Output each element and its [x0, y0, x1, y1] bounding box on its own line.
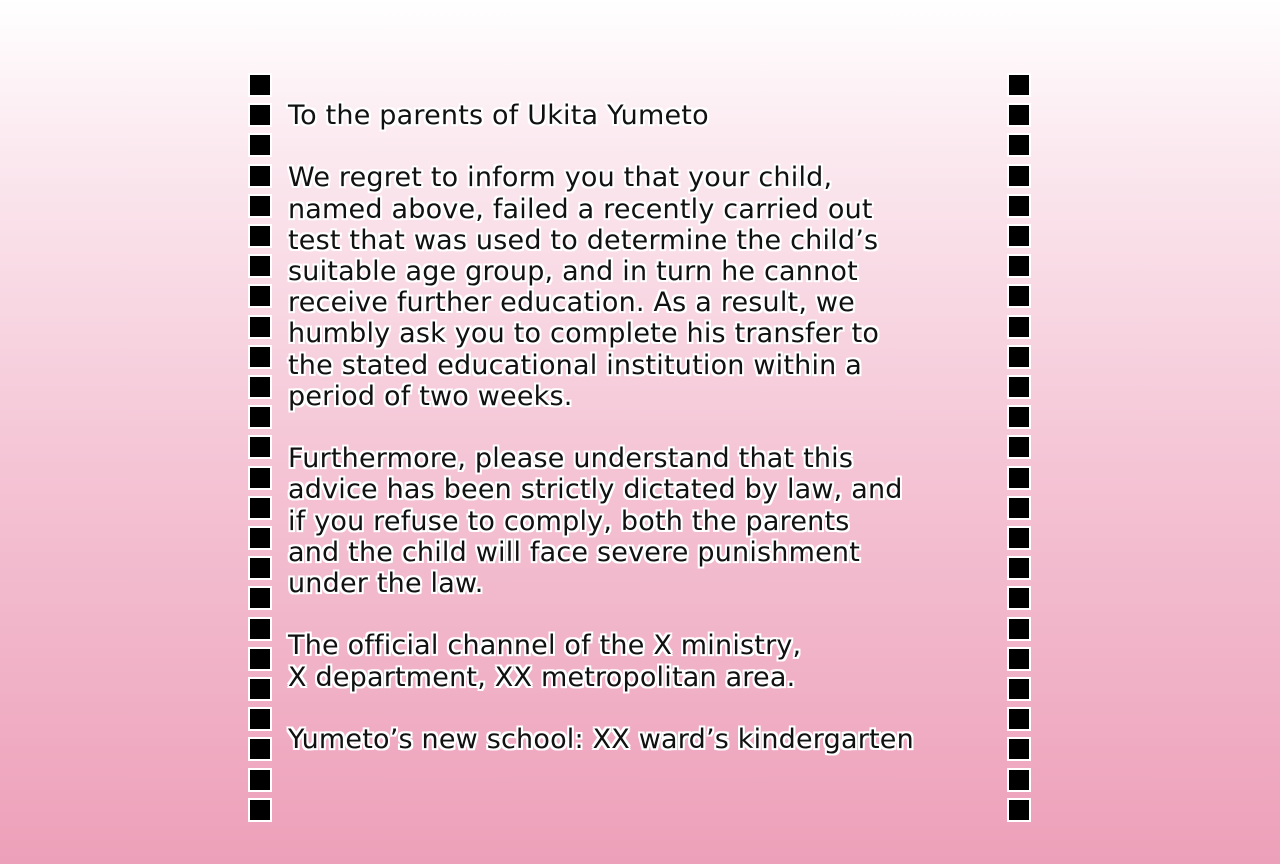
- border-square: [250, 558, 270, 578]
- border-square: [1009, 166, 1029, 186]
- letter-line: if you refuse to comply, both the parents: [288, 505, 850, 537]
- letter-paragraph-1: [288, 162, 1000, 412]
- border-square: [250, 800, 270, 820]
- border-square: [250, 256, 270, 276]
- letter-line: period of two weeks.: [288, 380, 573, 412]
- border-square: [1009, 770, 1029, 790]
- border-square: [250, 770, 270, 790]
- border-square: [250, 377, 270, 397]
- letter-paragraph-2: [288, 443, 1000, 599]
- border-square: [250, 498, 270, 518]
- border-square: [250, 347, 270, 367]
- border-square: [1009, 75, 1029, 95]
- letter-text: [288, 100, 1000, 755]
- border-square: [250, 166, 270, 186]
- letter-line: named above, failed a recently carried out: [288, 193, 873, 225]
- left-film-border: [248, 75, 272, 820]
- border-square: [1009, 437, 1029, 457]
- border-square: [250, 437, 270, 457]
- border-square: [1009, 226, 1029, 246]
- border-square: [1009, 739, 1029, 759]
- border-square: [1009, 286, 1029, 306]
- border-square: [250, 679, 270, 699]
- border-square: [250, 75, 270, 95]
- letter-line: test that was used to determine the child’s: [288, 224, 879, 256]
- letter-line: receive further education. As a result, we: [288, 287, 855, 319]
- border-square: [1009, 498, 1029, 518]
- border-square: [250, 286, 270, 306]
- border-square: [1009, 105, 1029, 125]
- border-square: [250, 739, 270, 759]
- border-square: [250, 226, 270, 246]
- letter-line: The official channel of the X ministry,: [288, 630, 802, 662]
- letter-line: under the law.: [288, 568, 484, 600]
- border-square: [250, 709, 270, 729]
- border-square: [1009, 256, 1029, 276]
- letter-line: humbly ask you to complete his transfer to: [288, 318, 880, 350]
- border-square: [1009, 317, 1029, 337]
- border-square: [1009, 588, 1029, 608]
- right-film-border: [1007, 75, 1031, 820]
- border-square: [1009, 679, 1029, 699]
- letter-line: X department, XX metropolitan area.: [288, 661, 796, 693]
- border-square: [1009, 377, 1029, 397]
- letter-signature: [288, 630, 1000, 692]
- border-square: [250, 649, 270, 669]
- border-square: [250, 105, 270, 125]
- border-square: [250, 619, 270, 639]
- border-square: [1009, 347, 1029, 367]
- border-square: [1009, 709, 1029, 729]
- border-square: [1009, 619, 1029, 639]
- border-square: [250, 468, 270, 488]
- border-square: [1009, 649, 1029, 669]
- border-square: [250, 407, 270, 427]
- letter-new-school: Yumeto’s new school: XX ward’s kindergarten: [288, 724, 914, 755]
- border-square: [1009, 196, 1029, 216]
- letter-line: We regret to inform you that your child,: [288, 162, 833, 194]
- border-square: [1009, 135, 1029, 155]
- border-square: [250, 317, 270, 337]
- border-square: [1009, 407, 1029, 427]
- border-square: [250, 528, 270, 548]
- letter-line: advice has been strictly dictated by law, and: [288, 474, 903, 506]
- letter-line: Furthermore, please understand that this: [288, 443, 854, 475]
- border-square: [250, 588, 270, 608]
- border-square: [250, 196, 270, 216]
- border-square: [1009, 558, 1029, 578]
- letter-greeting: To the parents of Ukita Yumeto: [288, 100, 709, 131]
- letter-line: the stated educational institution within a: [288, 349, 863, 381]
- border-square: [1009, 800, 1029, 820]
- border-square: [1009, 528, 1029, 548]
- border-square: [1009, 468, 1029, 488]
- letter-line: suitable age group, and in turn he cannot: [288, 256, 858, 287]
- letter-line: and the child will face severe punishment: [288, 536, 861, 568]
- border-square: [250, 135, 270, 155]
